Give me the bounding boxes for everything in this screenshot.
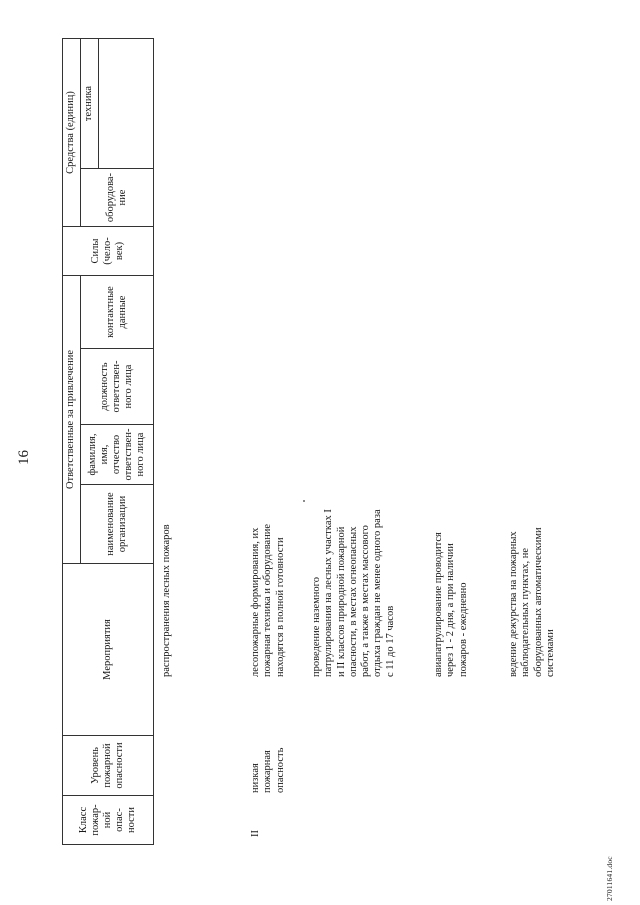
header-fio: фамилия, имя, отчество ответствен-ного лица	[81, 425, 154, 485]
header-means-group: Средства (единиц)	[63, 39, 81, 227]
measure-1: лесопожарные формирования, их пожарная техника и оборудование находятся в полной готовности	[250, 523, 286, 677]
header-table	[62, 38, 154, 845]
header-responsible-group: Ответственные за привлечение	[63, 276, 81, 564]
continuation-text: распространения лесных пожаров	[161, 524, 172, 677]
header-contacts: контактные данные	[81, 276, 154, 349]
measure-3: авиапатрулирование проводится через 1 - 2 дня, а при наличии пожаров - ежедневно	[433, 532, 469, 677]
header-forces: Силы (чело-век)	[63, 227, 154, 276]
measure-4: ведение дежурства на пожарных наблюдательных пунктах, не оборудованных автоматическими системами	[508, 527, 556, 677]
page-number: 16	[16, 450, 32, 465]
footer-filename: 27011641.doc	[605, 856, 614, 901]
header-tech-spacer	[99, 39, 154, 169]
header-position: должность ответствен-ного лица	[81, 349, 154, 425]
header-tech: техника	[81, 39, 99, 169]
header-org: наименование организации	[81, 485, 154, 564]
measure-2: проведение наземного патрулирования на лесных участках I и II классов природной пожарной опасности, в местах огнеопасных работ, а также в местах массового отдыха граждан не менее одного раза с 11 до 17 часов	[311, 509, 396, 677]
header-equipment: оборудова-ние	[81, 169, 154, 227]
scan-dot	[303, 500, 305, 502]
class-value: II	[250, 830, 261, 837]
header-level: Уровень пожарной опасности	[63, 736, 154, 796]
header-class: Класс пожар-ной опас-ности	[63, 796, 154, 845]
table-body	[153, 39, 593, 845]
header-measures: Мероприятия	[63, 564, 154, 736]
level-value: низкая пожарная опасность	[250, 747, 286, 793]
